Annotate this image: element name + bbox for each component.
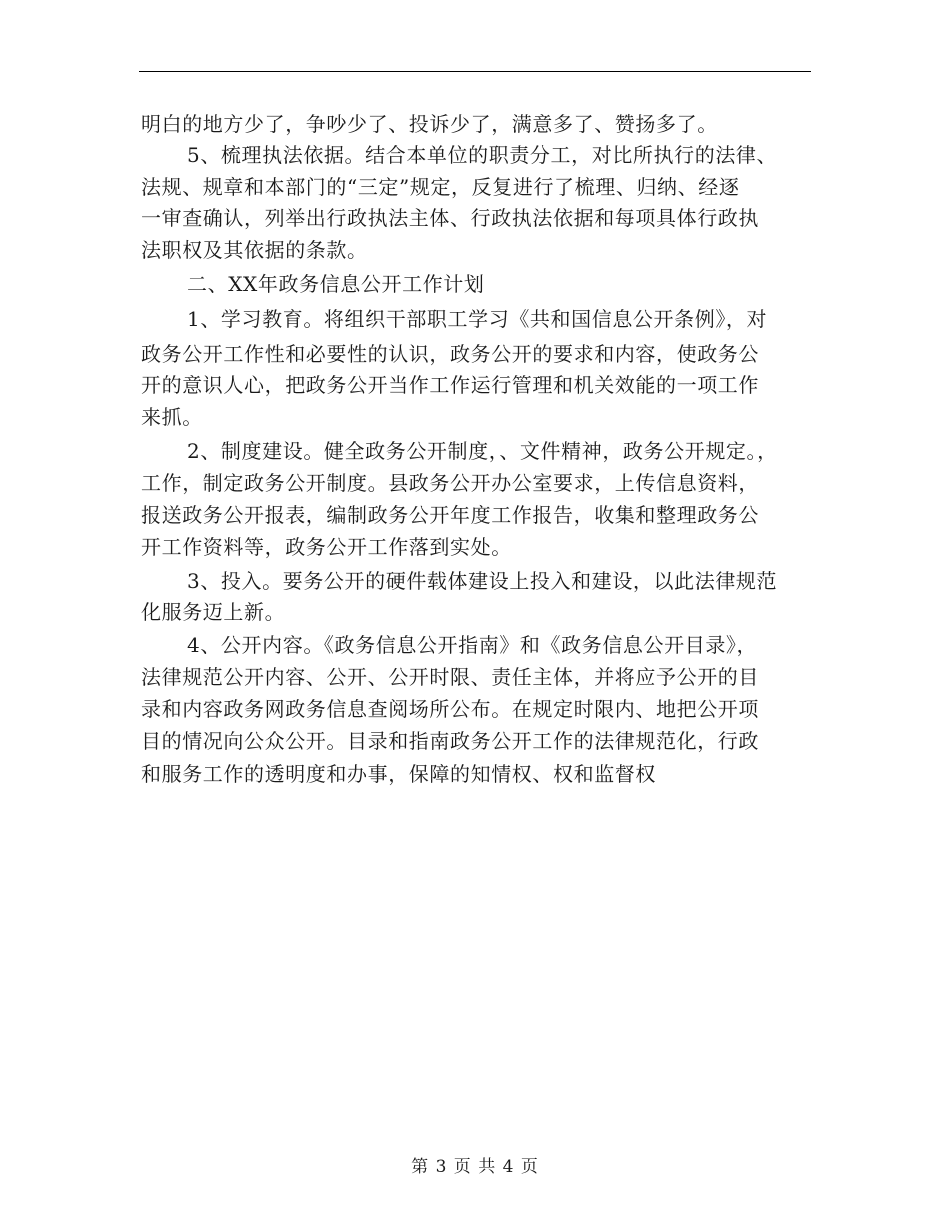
text-line: 法律规范公开内容、公开、公开时限、责任主体，并将应予公开的目 bbox=[141, 665, 759, 689]
text-line: 一审查确认，列举出行政执法主体、行政执法依据和每项具体行政执 bbox=[141, 206, 759, 230]
text-line: 开工作资料等，政务公开工作落到实处。 bbox=[141, 535, 512, 559]
paragraph-2-start: 2、制度建设。健全政务公开制度，、文件精神，政务公开规定。， bbox=[187, 439, 778, 463]
text-line: 法规、规章和本部门的“三定”规定，反复进行了梳理、归纳、经逐 bbox=[141, 175, 740, 199]
paragraph-5-start: 5、梳理执法依据。结合本单位的职责分工，对比所执行的法律、 bbox=[187, 143, 778, 167]
header-rule bbox=[139, 71, 811, 72]
text-line: 工作，制定政务公开制度。县政务公开办公室要求，上传信息资料， bbox=[141, 471, 759, 495]
text-line: 来抓。 bbox=[141, 405, 203, 429]
text-line: 目的情况向公众公开。目录和指南政务公开工作的法律规范化，行政 bbox=[141, 729, 759, 753]
text-line: 开的意识人心，把政务公开当作工作运行管理和机关效能的一项工作 bbox=[141, 373, 759, 397]
paragraph-4-start: 4、公开内容。《政务信息公开指南》和《政务信息公开目录》， bbox=[187, 633, 758, 657]
text-line: 政务公开工作性和必要性的认识，政务公开的要求和内容，使政务公 bbox=[141, 342, 759, 366]
paragraph-1-start: 1、学习教育。将组织干部职工学习《共和国信息公开条例》，对 bbox=[187, 307, 768, 331]
paragraph-3-start: 3、投入。要务公开的硬件载体建设上投入和建设，以此法律规范 bbox=[187, 569, 778, 593]
section-heading: 二、XX年政务信息公开工作计划 bbox=[187, 272, 485, 296]
text-line: 报送政务公开报表，编制政务公开年度工作报告，收集和整理政务公 bbox=[141, 503, 759, 527]
text-line: 录和内容政务网政务信息查阅场所公布。在规定时限内、地把公开项 bbox=[141, 697, 759, 721]
text-line: 化服务迈上新。 bbox=[141, 600, 286, 624]
text-line: 和服务工作的透明度和办事，保障的知情权、权和监督权 bbox=[141, 762, 656, 786]
text-line: 法职权及其依据的条款。 bbox=[141, 238, 368, 262]
page-number-footer: 第 3 页 共 4 页 bbox=[411, 1157, 539, 1177]
text-line: 明白的地方少了，争吵少了、投诉少了，满意多了、赞扬多了。 bbox=[141, 112, 718, 136]
